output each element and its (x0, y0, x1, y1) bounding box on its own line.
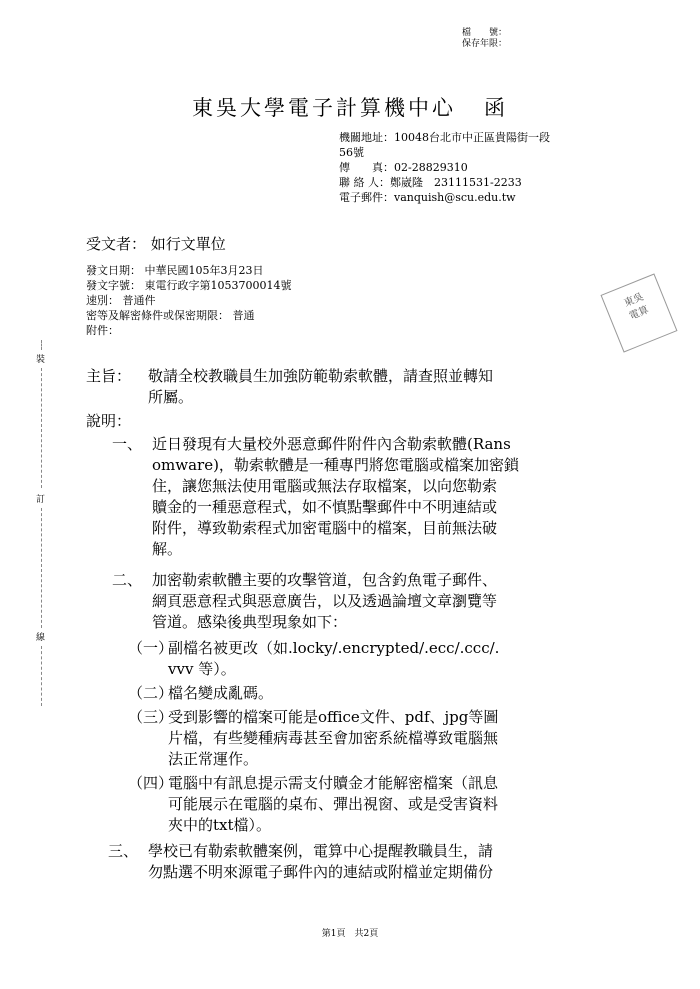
binding-dash (41, 508, 42, 628)
subject-label: 主旨： (86, 367, 132, 385)
explanation-label: 說明： (86, 412, 132, 430)
item-number: 二、 (112, 571, 143, 589)
binding-dash (41, 340, 42, 350)
org-name: 東吳大學電子計算機中心 (192, 96, 456, 120)
subject-line: 所屬。 (148, 388, 194, 406)
item-line: 勿點選不明來源電子郵件內的連結或附檔並定期備份 (148, 863, 494, 881)
document-title (0, 92, 700, 122)
secrecy-level: 密等及解密條件或保密期限： 普通 (86, 309, 255, 322)
priority: 速別： 普通件 (86, 294, 156, 307)
address-block (339, 130, 619, 205)
item-line: 管道。感染後典型現象如下： (152, 613, 348, 631)
explanation-item-3 (108, 841, 603, 883)
item-number: 三、 (108, 842, 139, 860)
item-line: 檔名變成亂碼。 (168, 684, 274, 702)
file-number-label: 檔 號： (462, 28, 508, 38)
subject-line: 敬請全校教職員生加強防範勒索軟體，請查照並轉知 (148, 367, 494, 385)
item-line: 網頁惡意程式與惡意廣告，以及透過論壇文章瀏覽等 (152, 592, 498, 610)
file-info (462, 28, 507, 50)
explanation-item-2 (112, 570, 607, 633)
item-line: 住，讓您無法使用電腦或無法存取檔案，以向您勒索 (152, 477, 498, 495)
item-line: 近日發現有大量校外惡意郵件附件內含勒索軟體(Rans (152, 435, 511, 453)
sub-item-1 (128, 638, 608, 680)
item-line: vvv 等）。 (168, 660, 236, 678)
item-line: 附件，導致勒索程式加密電腦中的檔案，目前無法破 (152, 519, 498, 537)
sub-item-number: （三） (128, 708, 174, 726)
item-line: 可能展示在電腦的桌布、彈出視窗、或是受害資料 (168, 795, 499, 813)
item-line: 片檔，有些變種病毒甚至會加密系統檔導致電腦無 (168, 729, 499, 747)
address-line: 機關地址：10048台北市中正區貴陽街一段 (339, 131, 550, 144)
address-line-cont: 56號 (339, 146, 364, 159)
binding-mark-bottom: 線 (36, 633, 46, 643)
item-line: 受到影響的檔案可能是office文件、pdf、jpg等圖 (168, 708, 499, 726)
binding-dash (41, 368, 42, 488)
sub-item-3 (128, 707, 608, 770)
subject (86, 366, 606, 408)
item-line: 夾中的txt檔）。 (168, 816, 272, 834)
sub-item-2 (128, 683, 608, 704)
item-line: 副檔名被更改（如.locky/.encrypted/.ecc/.ccc/. (168, 639, 500, 657)
sub-item-number: （一） (128, 639, 174, 657)
binding-mark-middle: 訂 (36, 495, 46, 505)
page-footer: 第1頁 共2頁 (321, 929, 379, 939)
recipient: 受文者： 如行文單位 (86, 235, 226, 253)
item-line: 學校已有勒索軟體案例，電算中心提醒教職員生，請 (148, 842, 494, 860)
item-line: 法正常運作。 (168, 750, 259, 768)
sub-item-4 (128, 773, 608, 836)
explanation-item-1 (112, 434, 607, 560)
item-line: omware)，勒索軟體是一種專門將您電腦或檔案加密鎖 (152, 456, 519, 474)
issue-date: 發文日期： 中華民國105年3月23日 (86, 264, 264, 277)
retention-label: 保存年限： (462, 39, 508, 49)
item-line: 電腦中有訊息提示需支付贖金才能解密檔案（訊息 (168, 774, 499, 792)
doc-number: 發文字號： 東電行政字第1053700014號 (86, 279, 292, 292)
sub-item-number: （四） (128, 774, 174, 792)
binding-dash (41, 646, 42, 706)
binding-mark-top: 裝 (36, 355, 46, 365)
email-line: 電子郵件：vanquish@scu.edu.tw (339, 191, 516, 204)
sub-item-number: （二） (128, 684, 174, 702)
document-meta (86, 263, 291, 338)
item-line: 贖金的一種惡意程式，如不慎點擊郵件中不明連結或 (152, 498, 498, 516)
item-line: 解。 (152, 540, 183, 558)
stamp-seal: 東吳 電算 (600, 273, 677, 352)
item-line: 加密勒索軟體主要的攻擊管道，包含釣魚電子郵件、 (152, 571, 498, 589)
fax-line: 傳 真：02-28829310 (339, 161, 468, 174)
item-number: 一、 (112, 435, 143, 453)
attachment: 附件： (86, 324, 119, 337)
doc-type: 函 (484, 96, 508, 120)
contact-line: 聯 絡 人：鄭崴隆 23111531-2233 (339, 176, 522, 189)
